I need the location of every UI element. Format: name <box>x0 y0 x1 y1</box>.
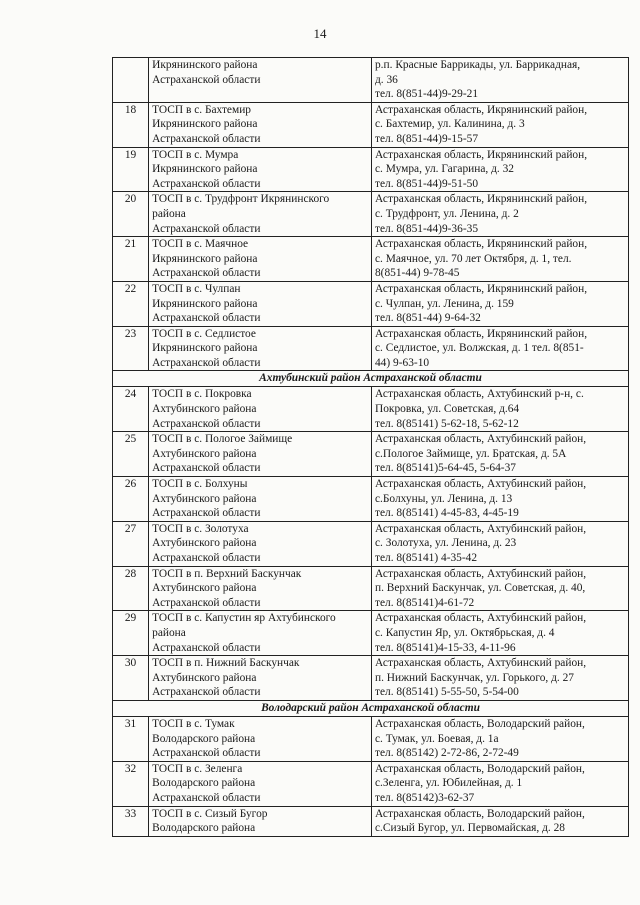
organization-name-line: Астраханской области <box>152 747 261 760</box>
address-line: тел. 8(85142) 2-72-86, 2-72-49 <box>374 747 519 760</box>
row-number-cell: 29 <box>113 611 149 656</box>
organization-name-line: района <box>152 207 186 220</box>
organization-name-cell <box>149 58 372 103</box>
organization-name-cell <box>149 566 372 611</box>
organization-name-line: Ахтубинского района <box>152 492 257 505</box>
row-number-cell: 25 <box>113 432 149 477</box>
address-line: тел. 8(851-44)9-15-57 <box>374 132 479 145</box>
organization-name-line: Астраханской области <box>152 312 261 325</box>
address-cell <box>371 761 628 806</box>
address-line: с. Трудфронт, ул. Ленина, д. 2 <box>374 207 519 220</box>
row-number-cell: 31 <box>113 716 149 761</box>
address-line: Астраханская область, Ахтубинский район, <box>374 612 587 625</box>
address-line: с. Тумак, ул. Боевая, д. 1а <box>374 732 499 745</box>
organization-name-line: Икрянинского района <box>152 163 258 176</box>
table-row <box>113 192 629 237</box>
address-line: тел. 8(85141) 4-45-83, 4-45-19 <box>374 507 519 520</box>
table-row <box>113 387 629 432</box>
address-line: тел. 8(85142)3-62-37 <box>374 791 475 804</box>
address-line: Астраханская область, Икрянинский район, <box>374 193 588 206</box>
organization-name-cell <box>149 281 372 326</box>
address-cell <box>371 387 628 432</box>
organization-name-cell <box>149 477 372 522</box>
address-line: Астраханская область, Володарский район, <box>374 762 585 775</box>
organization-name-line: ТОСП в с. Капустин яр Ахтубинского <box>152 612 336 625</box>
organization-name-line: Ахтубинского района <box>152 582 257 595</box>
organization-name-line: ТОСП в п. Нижний Баскунчак <box>152 657 300 670</box>
address-line: Астраханская область, Икрянинский район, <box>374 238 588 251</box>
table-row <box>113 761 629 806</box>
address-line: п. Верхний Баскунчак, ул. Советская, д. 40, <box>374 582 586 595</box>
organization-name-line: Икрянинского района <box>152 297 258 310</box>
address-line: Астраханская область, Ахтубинский район, <box>374 522 587 535</box>
address-cell <box>371 147 628 192</box>
address-line: Астраханская область, Икрянинский район, <box>374 148 588 161</box>
organization-name-line: ТОСП в с. Золотуха <box>152 522 249 535</box>
organization-name-line: Икрянинского района <box>152 342 258 355</box>
organization-name-cell <box>149 237 372 282</box>
organization-name-line: Астраханской области <box>152 596 261 609</box>
table-row <box>113 521 629 566</box>
organization-name-line: ТОСП в п. Верхний Баскунчак <box>152 567 302 580</box>
organization-name-line: ТОСП в с. Маячное <box>152 238 249 251</box>
organization-name-cell <box>149 102 372 147</box>
organization-name-line: Икрянинского района <box>152 252 258 265</box>
row-number-cell: 20 <box>113 192 149 237</box>
organization-name-cell <box>149 387 372 432</box>
address-line: с. Золотуха, ул. Ленина, д. 23 <box>374 537 517 550</box>
organization-name-line: Володарского района <box>152 777 256 790</box>
table-row <box>113 806 629 836</box>
address-line: Астраханская область, Ахтубинский район, <box>374 433 587 446</box>
address-cell <box>371 192 628 237</box>
row-number-cell: 21 <box>113 237 149 282</box>
address-line: Астраханская область, Володарский район, <box>374 807 585 820</box>
table-row <box>113 566 629 611</box>
address-cell <box>371 432 628 477</box>
table-row <box>113 102 629 147</box>
address-line: с. Мумра, ул. Гагарина, д. 32 <box>374 163 514 176</box>
organization-name-cell <box>149 761 372 806</box>
address-line: Астраханская область, Ахтубинский район, <box>374 657 587 670</box>
address-cell <box>371 566 628 611</box>
organization-name-line: Астраханской области <box>152 222 261 235</box>
organization-name-line: ТОСП в с. Тумак <box>152 717 235 730</box>
address-cell <box>371 611 628 656</box>
address-line: Астраханская область, Володарский район, <box>374 717 585 730</box>
table-row <box>113 326 629 371</box>
organization-name-cell <box>149 326 372 371</box>
organization-name-line: Володарского района <box>152 822 256 835</box>
organization-name-cell <box>149 521 372 566</box>
table-row <box>113 237 629 282</box>
address-line: Астраханская область, Ахтубинский р-н, с. <box>374 388 584 401</box>
address-cell <box>371 237 628 282</box>
table-row <box>113 58 629 103</box>
row-number-cell: 24 <box>113 387 149 432</box>
address-line: тел. 8(85141) 4-35-42 <box>374 552 478 564</box>
address-line: тел. 8(85141)4-61-72 <box>374 596 475 609</box>
organization-name-line: ТОСП в с. Болхуны <box>152 478 248 491</box>
organization-name-cell <box>149 611 372 656</box>
row-number-cell: 26 <box>113 477 149 522</box>
address-line: тел. 8(851-44) 9-64-32 <box>374 312 481 325</box>
section-title: Ахтубинский район Астраханской области <box>113 371 629 387</box>
organization-name-cell <box>149 192 372 237</box>
organization-name-line: Ахтубинского района <box>152 671 257 684</box>
address-cell <box>371 102 628 147</box>
address-cell <box>371 477 628 522</box>
address-cell <box>371 716 628 761</box>
organization-name-line: Астраханской области <box>152 267 261 280</box>
address-line: с. Бахтемир, ул. Калинина, д. 3 <box>374 118 525 131</box>
address-line: Астраханская область, Ахтубинский район, <box>374 478 587 491</box>
address-line: Астраханская область, Ахтубинский район, <box>374 567 587 580</box>
address-line: 8(851-44) 9-78-45 <box>374 267 460 280</box>
address-line: 44) 9-63-10 <box>374 356 430 369</box>
organization-name-cell <box>149 147 372 192</box>
address-line: Астраханская область, Икрянинский район, <box>374 282 588 295</box>
organization-name-line: ТОСП в с. Седлистое <box>152 327 256 340</box>
row-number-cell: 23 <box>113 326 149 371</box>
organization-name-line: Астраханской области <box>152 132 261 145</box>
row-number-cell: 30 <box>113 656 149 701</box>
row-number-cell: 22 <box>113 281 149 326</box>
organization-name-line: Икрянинского района <box>152 59 258 71</box>
address-line: с. Маячное, ул. 70 лет Октября, д. 1, тел. <box>374 252 572 265</box>
address-line: тел. 8(851-44)9-36-35 <box>374 222 479 235</box>
organization-name-line: Астраханской области <box>152 507 261 520</box>
address-line: тел. 8(85141) 5-62-18, 5-62-12 <box>374 417 519 430</box>
organization-name-line: ТОСП в с. Бахтемир <box>152 103 251 116</box>
organization-name-line: Астраханской области <box>152 791 261 804</box>
page-number: 14 <box>313 26 327 41</box>
table-row <box>113 147 629 192</box>
organization-name-line: Астраханской области <box>152 417 261 430</box>
address-line: с.Пологое Займище, ул. Братская, д. 5А <box>374 447 567 460</box>
organization-name-line: Астраханской области <box>152 177 261 190</box>
organization-name-cell <box>149 656 372 701</box>
section-title: Володарский район Астраханской области <box>113 700 629 716</box>
row-number-cell <box>113 58 149 103</box>
organization-name-line: Астраханской области <box>152 686 261 699</box>
address-line: тел. 8(85141) 5-55-50, 5-54-00 <box>374 686 519 699</box>
address-line: тел. 8(851-44)9-51-50 <box>374 177 479 190</box>
address-line: с.Зеленга, ул. Юбилейная, д. 1 <box>374 777 523 790</box>
organization-name-line: Астраханской области <box>152 73 261 86</box>
organization-name-line: ТОСП в с. Зеленга <box>152 762 243 775</box>
organization-name-line: ТОСП в с. Сизый Бугор <box>152 807 268 820</box>
organization-name-line: Икрянинского района <box>152 118 258 131</box>
address-cell <box>371 521 628 566</box>
address-line: тел. 8(85141)4-15-33, 4-11-96 <box>374 641 516 654</box>
organization-name-cell <box>149 716 372 761</box>
organization-name-line: Ахтубинского района <box>152 537 257 550</box>
address-line: с. Седлистое, ул. Волжская, д. 1 тел. 8(851- <box>374 342 584 355</box>
organization-name-line: района <box>152 626 186 639</box>
organization-name-line: ТОСП в с. Мумра <box>152 148 239 161</box>
organization-name-cell <box>149 432 372 477</box>
address-line: д. 36 <box>374 73 398 86</box>
organization-name-line: ТОСП в с. Пологое Займище <box>152 433 293 446</box>
table-row <box>113 477 629 522</box>
registry-table <box>112 57 629 837</box>
section-header-row <box>113 371 629 387</box>
organization-name-line: Астраханской области <box>152 641 261 654</box>
organization-name-line: Астраханской области <box>152 552 261 564</box>
row-number-cell: 18 <box>113 102 149 147</box>
address-line: р.п. Красные Баррикады, ул. Баррикадная, <box>374 59 581 71</box>
organization-name-cell <box>149 806 372 836</box>
organization-name-line: Астраханской области <box>152 356 261 369</box>
organization-name-line: ТОСП в с. Трудфронт Икрянинского <box>152 193 330 206</box>
address-line: тел. 8(851-44)9-29-21 <box>374 88 479 101</box>
registry-body <box>113 58 629 837</box>
address-cell <box>371 806 628 836</box>
address-line: Астраханская область, Икрянинский район, <box>374 327 588 340</box>
table-row <box>113 281 629 326</box>
address-cell <box>371 656 628 701</box>
row-number-cell: 27 <box>113 521 149 566</box>
section-header-row <box>113 700 629 716</box>
address-line: с.Болхуны, ул. Ленина, д. 13 <box>374 492 513 505</box>
organization-name-line: Ахтубинского района <box>152 447 257 460</box>
row-number-cell: 28 <box>113 566 149 611</box>
table-row <box>113 611 629 656</box>
address-cell <box>371 326 628 371</box>
row-number-cell: 33 <box>113 806 149 836</box>
row-number-cell: 32 <box>113 761 149 806</box>
table-row <box>113 716 629 761</box>
address-line: Покровка, ул. Советская, д.64 <box>374 403 520 416</box>
organization-name-line: Володарского района <box>152 732 256 745</box>
organization-name-line: Ахтубинского района <box>152 403 257 416</box>
table-row <box>113 432 629 477</box>
address-line: с.Сизый Бугор, ул. Первомайская, д. 28 <box>374 822 566 835</box>
address-line: с. Чулпан, ул. Ленина, д. 159 <box>374 297 514 310</box>
row-number-cell: 19 <box>113 147 149 192</box>
address-line: п. Нижний Баскунчак, ул. Горького, д. 27 <box>374 671 574 684</box>
address-line: с. Капустин Яр, ул. Октябрьская, д. 4 <box>374 626 555 639</box>
address-cell <box>371 58 628 103</box>
table-row <box>113 656 629 701</box>
address-line: Астраханская область, Икрянинский район, <box>374 103 588 116</box>
organization-name-line: Астраханской области <box>152 462 261 475</box>
address-cell <box>371 281 628 326</box>
organization-name-line: ТОСП в с. Покровка <box>152 388 252 401</box>
address-line: тел. 8(85141)5-64-45, 5-64-37 <box>374 462 516 475</box>
organization-name-line: ТОСП в с. Чулпан <box>152 282 241 295</box>
